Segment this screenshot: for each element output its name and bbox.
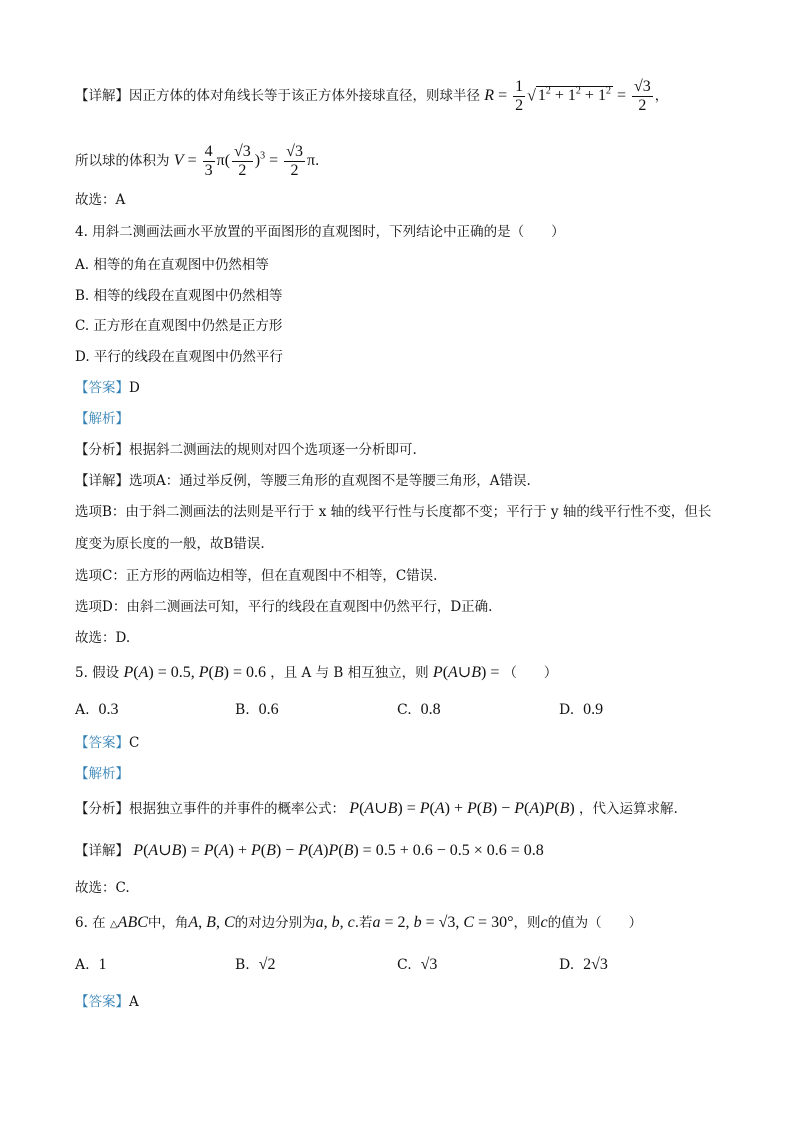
q3-detail-line: 【详解】因正方体的体对角线长等于该正方体外接球直径，则球半径 R = $\frac{1}{2}$ √ $1^2 + 1^2 + 1^2$ = $\frac{√3}{2}$ ， <box>75 78 669 114</box>
q5-answer-value: C <box>129 735 140 751</box>
q4-detail-b1: 选项B：由于斜二测画法的法则是平行于 x 轴的线平行性与长度都不变；平行于 y 轴的线平行性不变，但长 <box>75 504 712 520</box>
q5-stem-mid: ，且 A 与 B 相互独立，则 <box>270 665 429 681</box>
q4-option-b: B. 相等的线段在直观图中仍然相等 <box>75 288 283 304</box>
q6-option-a-label: A. <box>75 957 90 973</box>
q5-stem <box>75 663 557 683</box>
q5-detail-label: 【详解】 <box>75 843 129 859</box>
q6-stem <box>75 913 642 935</box>
q5-fenxi-suffix: ，代入运算求解. <box>578 801 678 817</box>
q6-option-a <box>75 956 106 974</box>
q5-detail-computation: P(A∪B) = P(A) + P(B) − P(A)P(B) = 0.5 + 0.6 − 0.5 × 0.6 = 0.8 <box>133 842 544 859</box>
q4-analysis-label: 【解析】 <box>75 411 129 427</box>
q5-option-b-value: 0.6 <box>258 701 279 718</box>
q6-var-c: c <box>540 914 548 931</box>
q6-option-b-label: B. <box>235 957 250 973</box>
q6-option-c-label: C. <box>397 957 412 973</box>
q3-conclusion: 故选：A <box>75 192 126 208</box>
q5-option-a <box>75 701 118 719</box>
q5-answer <box>75 733 139 753</box>
q3-detail-text: 【详解】因正方体的体对角线长等于该正方体外接球直径，则球半径 <box>75 88 480 104</box>
q4-detail-c: 选项C：正方形的两临边相等，但在直观图中不相等，C错误. <box>75 568 438 584</box>
q3-volume-text: 所以球的体积为 <box>75 153 170 169</box>
q4-stem: 4. 用斜二测画法画水平放置的平面图形的直观图时，下列结论中正确的是（ ） <box>75 224 565 240</box>
q5-option-b-label: B. <box>235 702 250 718</box>
q5-option-d-label: D. <box>559 702 575 718</box>
q6-triangle-abc: △ABC <box>109 914 148 931</box>
q5-conclusion: 故选：C. <box>75 880 130 896</box>
q5-fenxi <box>75 799 678 819</box>
q3-radius-formula: R <box>484 87 495 104</box>
q5-union-formula: P(A∪B) = P(A) + P(B) − P(A)P(B) <box>349 800 575 817</box>
q6-option-c-value: √3 <box>420 956 438 973</box>
q5-option-a-value: 0.3 <box>98 701 119 718</box>
q5-union-expression: P(A∪B) = <box>432 664 504 681</box>
q4-answer <box>75 378 140 398</box>
q6-option-d <box>559 956 608 974</box>
q6-stem-mid2: 的对边分别为 <box>234 915 316 931</box>
q4-fenxi: 【分析】根据斜二测画法的规则对四个选项逐一分析即可. <box>75 442 417 458</box>
q6-angles: A, B, C <box>188 914 235 931</box>
q5-option-d-value: 0.9 <box>583 701 604 718</box>
q6-sides: a, b, c <box>315 914 355 931</box>
q5-stem-suffix: （ ） <box>503 665 558 681</box>
q6-answer-value: A <box>129 994 139 1010</box>
q5-option-c <box>397 701 441 719</box>
q5-answer-label: 【答案】 <box>75 735 129 751</box>
q5-option-c-label: C. <box>397 702 412 718</box>
q6-option-d-label: D. <box>559 957 575 973</box>
q6-option-b-value: √2 <box>258 956 276 973</box>
q4-answer-label: 【答案】 <box>75 380 129 396</box>
q4-detail-d: 选项D：由斜二测画法可知，平行的线段在直观图中仍然平行，D正确. <box>75 599 493 615</box>
q6-given-values: a = 2, b = √3, C = 30° <box>372 914 514 931</box>
q5-given-probabilities: P(A) = 0.5, P(B) = 0.6 <box>123 664 266 681</box>
q4-option-a: A. 相等的角在直观图中仍然相等 <box>75 257 269 273</box>
q6-answer-label: 【答案】 <box>75 994 129 1010</box>
q6-option-b <box>235 956 275 974</box>
q6-stem-mid: 中，角 <box>147 915 189 931</box>
q6-option-c <box>397 956 437 974</box>
q3-volume-formula: V <box>173 152 184 169</box>
q5-option-c-value: 0.8 <box>420 701 441 718</box>
q6-stem-mid3: .若 <box>354 915 373 931</box>
q6-answer <box>75 992 139 1012</box>
q6-option-d-value: 2√3 <box>583 956 608 973</box>
q5-detail <box>75 841 544 861</box>
q5-analysis-label: 【解析】 <box>75 766 129 782</box>
q3-volume-line: 所以球的体积为 V = $\frac{4}{3}$ π( $\frac{√3}{2}$ )$^3$ = $\frac{√3}{2}$ π. <box>75 143 320 179</box>
q4-option-d: D. 平行的线段在直观图中仍然平行 <box>75 349 283 365</box>
q5-option-a-label: A. <box>75 702 90 718</box>
q5-option-b <box>235 701 279 719</box>
q6-stem-end: 的值为（ ） <box>547 915 643 931</box>
q6-stem-suffix: ，则 <box>513 915 541 931</box>
q4-conclusion: 故选：D. <box>75 630 131 646</box>
q4-option-c: C. 正方形在直观图中仍然是正方形 <box>75 318 283 334</box>
q5-option-d <box>559 701 603 719</box>
q6-stem-prefix: 6. 在 <box>75 915 106 931</box>
q4-detail-a: 【详解】选项A：通过举反例，等腰三角形的直观图不是等腰三角形，A错误. <box>75 473 531 489</box>
q4-detail-b2: 度变为原长度的一般，故B错误. <box>75 536 265 552</box>
q5-fenxi-prefix: 【分析】根据独立事件的并事件的概率公式： <box>75 801 345 817</box>
q4-answer-value: D <box>129 380 140 396</box>
q5-stem-prefix: 5. 假设 <box>75 665 120 681</box>
q6-option-a-value: 1 <box>98 956 107 973</box>
